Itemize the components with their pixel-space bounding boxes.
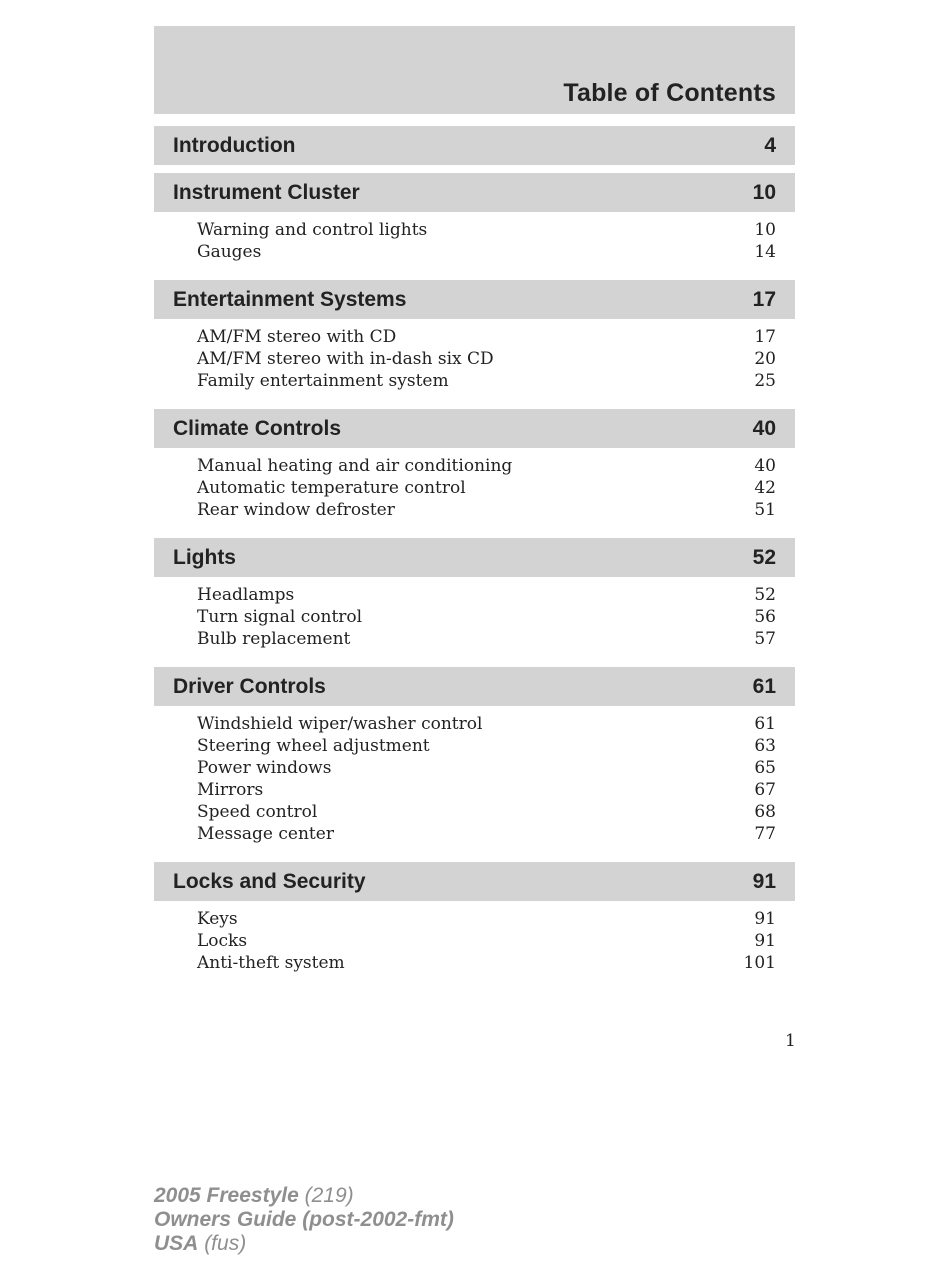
entry-page: 63 xyxy=(754,736,776,756)
entry-page: 40 xyxy=(754,456,776,476)
page-title: Table of Contents xyxy=(563,79,776,107)
entry-label: Automatic temperature control xyxy=(197,478,466,498)
section-page: 17 xyxy=(752,287,776,311)
entry-label: Rear window defroster xyxy=(197,500,395,520)
entry-page: 91 xyxy=(754,909,776,929)
section-page: 40 xyxy=(752,416,776,440)
entry-label: Anti-theft system xyxy=(197,953,345,973)
section-header[interactable] xyxy=(154,280,795,319)
toc-entry[interactable] xyxy=(197,908,776,930)
entry-label: Warning and control lights xyxy=(197,220,428,240)
section-page: 10 xyxy=(752,180,776,204)
section-header[interactable] xyxy=(154,409,795,448)
entry-page: 20 xyxy=(754,349,776,369)
toc-entry[interactable] xyxy=(197,326,776,348)
entry-page: 65 xyxy=(754,758,776,778)
entry-label: Power windows xyxy=(197,758,332,778)
toc-section xyxy=(154,667,795,850)
toc-entry[interactable] xyxy=(197,952,776,974)
entry-label: Mirrors xyxy=(197,780,264,800)
entry-page: 57 xyxy=(754,629,776,649)
section-page: 91 xyxy=(752,869,776,893)
toc-list xyxy=(154,126,795,979)
footer-market-code: (fus) xyxy=(204,1232,247,1255)
entry-label: Locks xyxy=(197,931,248,951)
entry-label: Turn signal control xyxy=(197,607,363,627)
section-title: Introduction xyxy=(173,133,296,157)
section-title: Climate Controls xyxy=(173,416,342,440)
section-page: 52 xyxy=(752,545,776,569)
entry-label: Speed control xyxy=(197,802,318,822)
toc-entry[interactable] xyxy=(197,757,776,779)
entry-page: 68 xyxy=(754,802,776,822)
footer xyxy=(154,1184,454,1256)
toc-section xyxy=(154,862,795,979)
toc-entry[interactable] xyxy=(197,713,776,735)
section-title: Driver Controls xyxy=(173,674,326,698)
toc-entry[interactable] xyxy=(197,735,776,757)
section-page: 61 xyxy=(752,674,776,698)
entry-page: 61 xyxy=(754,714,776,734)
toc-entry[interactable] xyxy=(197,455,776,477)
subitem-list xyxy=(154,901,795,979)
toc-entry[interactable] xyxy=(197,499,776,521)
entry-label: AM/FM stereo with in-dash six CD xyxy=(197,349,494,369)
entry-label: Bulb replacement xyxy=(197,629,351,649)
entry-page: 25 xyxy=(754,371,776,391)
entry-page: 77 xyxy=(754,824,776,844)
section-header[interactable] xyxy=(154,862,795,901)
toc-entry[interactable] xyxy=(197,370,776,392)
toc-entry[interactable] xyxy=(197,930,776,952)
toc-entry[interactable] xyxy=(197,628,776,650)
entry-label: Keys xyxy=(197,909,238,929)
title-band xyxy=(154,26,795,114)
toc-section xyxy=(154,280,795,397)
toc-section xyxy=(154,126,795,165)
entry-page: 67 xyxy=(754,780,776,800)
entry-label: Gauges xyxy=(197,242,262,262)
entry-page: 101 xyxy=(743,953,776,973)
footer-model: 2005 Freestyle xyxy=(154,1184,299,1207)
page-number: 1 xyxy=(785,1031,796,1051)
entry-page: 56 xyxy=(754,607,776,627)
subitem-list xyxy=(154,212,795,268)
toc-entry[interactable] xyxy=(197,219,776,241)
footer-guide: Owners Guide (post-2002-fmt) xyxy=(154,1208,454,1231)
toc-section xyxy=(154,173,795,268)
entry-label: Steering wheel adjustment xyxy=(197,736,430,756)
entry-page: 51 xyxy=(754,500,776,520)
section-title: Entertainment Systems xyxy=(173,287,407,311)
footer-model-code: (219) xyxy=(304,1184,354,1207)
toc-entry[interactable] xyxy=(197,779,776,801)
entry-label: Headlamps xyxy=(197,585,295,605)
section-title: Locks and Security xyxy=(173,869,366,893)
entry-label: AM/FM stereo with CD xyxy=(197,327,397,347)
section-page: 4 xyxy=(764,133,776,157)
toc-page xyxy=(154,26,795,979)
section-title: Instrument Cluster xyxy=(173,180,360,204)
section-title: Lights xyxy=(173,545,236,569)
entry-page: 10 xyxy=(754,220,776,240)
entry-page: 17 xyxy=(754,327,776,347)
toc-entry[interactable] xyxy=(197,823,776,845)
entry-page: 42 xyxy=(754,478,776,498)
section-header[interactable] xyxy=(154,126,795,165)
toc-entry[interactable] xyxy=(197,606,776,628)
toc-entry[interactable] xyxy=(197,241,776,263)
entry-page: 14 xyxy=(754,242,776,262)
entry-label: Manual heating and air conditioning xyxy=(197,456,513,476)
footer-market: USA xyxy=(154,1232,199,1255)
subitem-list xyxy=(154,706,795,850)
entry-label: Message center xyxy=(197,824,334,844)
toc-section xyxy=(154,538,795,655)
toc-entry[interactable] xyxy=(197,584,776,606)
entry-page: 91 xyxy=(754,931,776,951)
section-header[interactable] xyxy=(154,667,795,706)
subitem-list xyxy=(154,319,795,397)
toc-section xyxy=(154,409,795,526)
section-header[interactable] xyxy=(154,173,795,212)
entry-label: Family entertainment system xyxy=(197,371,449,391)
entry-page: 52 xyxy=(754,585,776,605)
entry-label: Windshield wiper/washer control xyxy=(197,714,483,734)
toc-entry[interactable] xyxy=(197,348,776,370)
subitem-list xyxy=(154,448,795,526)
toc-entry[interactable] xyxy=(197,477,776,499)
section-header[interactable] xyxy=(154,538,795,577)
toc-entry[interactable] xyxy=(197,801,776,823)
subitem-list xyxy=(154,577,795,655)
